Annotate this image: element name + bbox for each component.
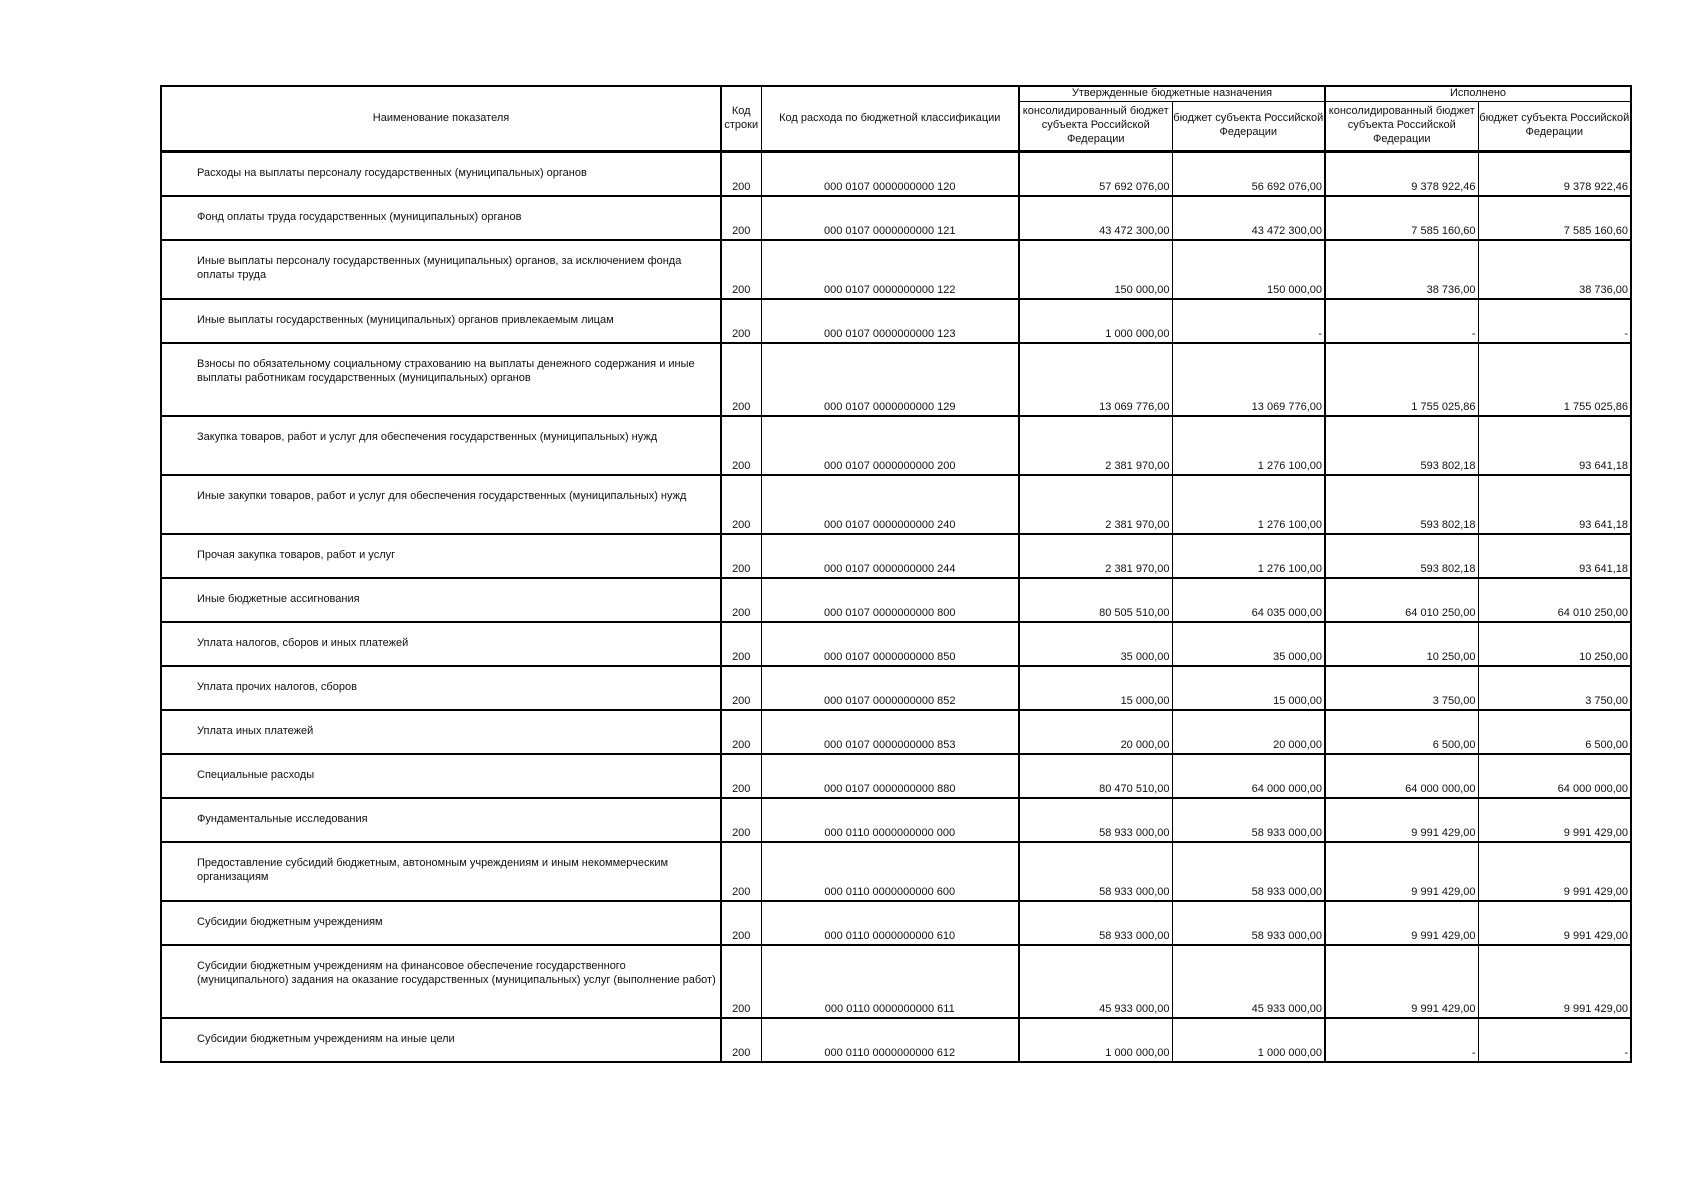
row-executed-subject: 93 641,18 <box>1478 475 1631 534</box>
header-executed-consolidated: консолидированный бюджет субъекта Российской Федерации <box>1325 102 1478 152</box>
row-approved-consolidated: 57 692 076,00 <box>1019 152 1172 196</box>
row-approved-subject: 58 933 000,00 <box>1172 901 1325 945</box>
row-executed-consolidated: - <box>1325 299 1478 343</box>
row-executed-consolidated: 64 010 250,00 <box>1325 578 1478 622</box>
table-row <box>161 240 1631 299</box>
row-executed-subject: 93 641,18 <box>1478 416 1631 475</box>
row-line-code: 200 <box>721 798 761 842</box>
row-executed-consolidated: 9 991 429,00 <box>1325 798 1478 842</box>
header-executed-group: Исполнено <box>1325 86 1631 102</box>
row-name: Специальные расходы <box>161 754 721 798</box>
row-approved-consolidated: 80 505 510,00 <box>1019 578 1172 622</box>
row-approved-subject: 1 000 000,00 <box>1172 1018 1325 1062</box>
header-expense-code: Код расхода по бюджетной классификации <box>761 86 1019 152</box>
row-approved-consolidated: 1 000 000,00 <box>1019 299 1172 343</box>
row-expense-code: 000 0107 0000000000 240 <box>761 475 1019 534</box>
row-approved-subject: 45 933 000,00 <box>1172 945 1325 1018</box>
row-expense-code: 000 0107 0000000000 120 <box>761 152 1019 196</box>
row-name: Фундаментальные исследования <box>161 798 721 842</box>
row-approved-consolidated: 15 000,00 <box>1019 666 1172 710</box>
row-expense-code: 000 0110 0000000000 000 <box>761 798 1019 842</box>
table-row <box>161 343 1631 416</box>
row-executed-consolidated: 38 736,00 <box>1325 240 1478 299</box>
table-header <box>161 86 1631 152</box>
row-expense-code: 000 0107 0000000000 800 <box>761 578 1019 622</box>
table-row <box>161 666 1631 710</box>
row-approved-subject: 56 692 076,00 <box>1172 152 1325 196</box>
row-line-code: 200 <box>721 343 761 416</box>
table-row <box>161 196 1631 240</box>
table-row <box>161 416 1631 475</box>
row-approved-subject: 20 000,00 <box>1172 710 1325 754</box>
row-executed-subject: 9 991 429,00 <box>1478 945 1631 1018</box>
row-approved-consolidated: 35 000,00 <box>1019 622 1172 666</box>
table-body <box>161 152 1631 1062</box>
row-name: Взносы по обязательному социальному страхованию на выплаты денежного содержания и иные выплаты работникам государственных (муниципальных) органов <box>161 343 721 416</box>
row-approved-subject: 1 276 100,00 <box>1172 534 1325 578</box>
row-executed-consolidated: 7 585 160,60 <box>1325 196 1478 240</box>
row-expense-code: 000 0107 0000000000 200 <box>761 416 1019 475</box>
row-expense-code: 000 0110 0000000000 600 <box>761 842 1019 901</box>
header-executed-subject: бюджет субъекта Российской Федерации <box>1478 102 1631 152</box>
row-approved-subject: 64 000 000,00 <box>1172 754 1325 798</box>
row-executed-consolidated: 3 750,00 <box>1325 666 1478 710</box>
row-approved-subject: 13 069 776,00 <box>1172 343 1325 416</box>
row-executed-subject: 10 250,00 <box>1478 622 1631 666</box>
row-name: Предоставление субсидий бюджетным, автономным учреждениям и иным некоммерческим организациям <box>161 842 721 901</box>
table-row <box>161 842 1631 901</box>
row-line-code: 200 <box>721 578 761 622</box>
row-executed-subject: 7 585 160,60 <box>1478 196 1631 240</box>
row-expense-code: 000 0107 0000000000 852 <box>761 666 1019 710</box>
row-approved-consolidated: 13 069 776,00 <box>1019 343 1172 416</box>
row-executed-consolidated: 9 991 429,00 <box>1325 842 1478 901</box>
table-row <box>161 1018 1631 1062</box>
row-executed-consolidated: 6 500,00 <box>1325 710 1478 754</box>
row-name: Субсидии бюджетным учреждениям <box>161 901 721 945</box>
row-approved-subject: 150 000,00 <box>1172 240 1325 299</box>
row-name: Уплата иных платежей <box>161 710 721 754</box>
row-expense-code: 000 0107 0000000000 244 <box>761 534 1019 578</box>
header-approved-consolidated: консолидированный бюджет субъекта Российской Федерации <box>1019 102 1172 152</box>
row-approved-consolidated: 1 000 000,00 <box>1019 1018 1172 1062</box>
row-line-code: 200 <box>721 240 761 299</box>
row-line-code: 200 <box>721 945 761 1018</box>
row-line-code: 200 <box>721 299 761 343</box>
row-name: Прочая закупка товаров, работ и услуг <box>161 534 721 578</box>
row-approved-subject: 1 276 100,00 <box>1172 416 1325 475</box>
row-expense-code: 000 0107 0000000000 121 <box>761 196 1019 240</box>
row-approved-consolidated: 43 472 300,00 <box>1019 196 1172 240</box>
row-line-code: 200 <box>721 666 761 710</box>
row-name: Фонд оплаты труда государственных (муниципальных) органов <box>161 196 721 240</box>
row-executed-subject: 9 378 922,46 <box>1478 152 1631 196</box>
table-row <box>161 475 1631 534</box>
row-name: Иные закупки товаров, работ и услуг для обеспечения государственных (муниципальных) нужд <box>161 475 721 534</box>
row-expense-code: 000 0110 0000000000 612 <box>761 1018 1019 1062</box>
row-expense-code: 000 0110 0000000000 611 <box>761 945 1019 1018</box>
table-row <box>161 299 1631 343</box>
row-name: Расходы на выплаты персоналу государственных (муниципальных) органов <box>161 152 721 196</box>
budget-execution-table <box>160 85 1632 1063</box>
row-line-code: 200 <box>721 622 761 666</box>
table-row <box>161 710 1631 754</box>
row-approved-subject: 1 276 100,00 <box>1172 475 1325 534</box>
table-row <box>161 622 1631 666</box>
row-approved-consolidated: 58 933 000,00 <box>1019 798 1172 842</box>
row-executed-consolidated: 9 991 429,00 <box>1325 901 1478 945</box>
row-executed-subject: 38 736,00 <box>1478 240 1631 299</box>
row-executed-subject: 6 500,00 <box>1478 710 1631 754</box>
row-approved-subject: 64 035 000,00 <box>1172 578 1325 622</box>
row-expense-code: 000 0107 0000000000 853 <box>761 710 1019 754</box>
header-approved-group: Утвержденные бюджетные назначения <box>1019 86 1325 102</box>
row-name: Субсидии бюджетным учреждениям на финансовое обеспечение государственного (муниципального) задания на оказание государственных (муниципальных) услуг (выполнение работ) <box>161 945 721 1018</box>
row-approved-consolidated: 58 933 000,00 <box>1019 901 1172 945</box>
row-name: Закупка товаров, работ и услуг для обеспечения государственных (муниципальных) нужд <box>161 416 721 475</box>
row-approved-consolidated: 80 470 510,00 <box>1019 754 1172 798</box>
row-approved-subject: 35 000,00 <box>1172 622 1325 666</box>
row-executed-consolidated: 9 991 429,00 <box>1325 945 1478 1018</box>
row-executed-subject: - <box>1478 299 1631 343</box>
table-row <box>161 152 1631 196</box>
row-approved-subject: - <box>1172 299 1325 343</box>
header-name: Наименование показателя <box>161 86 721 152</box>
row-executed-subject: 93 641,18 <box>1478 534 1631 578</box>
row-line-code: 200 <box>721 901 761 945</box>
row-executed-consolidated: - <box>1325 1018 1478 1062</box>
row-executed-consolidated: 1 755 025,86 <box>1325 343 1478 416</box>
row-executed-subject: 64 000 000,00 <box>1478 754 1631 798</box>
row-name: Уплата прочих налогов, сборов <box>161 666 721 710</box>
row-executed-subject: 64 010 250,00 <box>1478 578 1631 622</box>
row-approved-subject: 15 000,00 <box>1172 666 1325 710</box>
row-name: Иные бюджетные ассигнования <box>161 578 721 622</box>
row-line-code: 200 <box>721 475 761 534</box>
row-approved-subject: 43 472 300,00 <box>1172 196 1325 240</box>
row-expense-code: 000 0107 0000000000 129 <box>761 343 1019 416</box>
row-executed-consolidated: 593 802,18 <box>1325 416 1478 475</box>
row-approved-consolidated: 45 933 000,00 <box>1019 945 1172 1018</box>
row-expense-code: 000 0107 0000000000 880 <box>761 754 1019 798</box>
table-row <box>161 945 1631 1018</box>
row-line-code: 200 <box>721 196 761 240</box>
row-executed-subject: 9 991 429,00 <box>1478 842 1631 901</box>
row-approved-consolidated: 2 381 970,00 <box>1019 416 1172 475</box>
row-approved-consolidated: 2 381 970,00 <box>1019 475 1172 534</box>
row-line-code: 200 <box>721 1018 761 1062</box>
header-approved-subject: бюджет субъекта Российской Федерации <box>1172 102 1325 152</box>
row-expense-code: 000 0107 0000000000 122 <box>761 240 1019 299</box>
row-line-code: 200 <box>721 842 761 901</box>
row-expense-code: 000 0107 0000000000 850 <box>761 622 1019 666</box>
row-executed-subject: - <box>1478 1018 1631 1062</box>
row-approved-consolidated: 2 381 970,00 <box>1019 534 1172 578</box>
row-executed-subject: 9 991 429,00 <box>1478 901 1631 945</box>
row-executed-consolidated: 593 802,18 <box>1325 534 1478 578</box>
header-line-code: Код строки <box>721 86 761 152</box>
row-executed-consolidated: 9 378 922,46 <box>1325 152 1478 196</box>
row-executed-consolidated: 64 000 000,00 <box>1325 754 1478 798</box>
row-expense-code: 000 0110 0000000000 610 <box>761 901 1019 945</box>
row-approved-subject: 58 933 000,00 <box>1172 798 1325 842</box>
row-executed-consolidated: 593 802,18 <box>1325 475 1478 534</box>
row-line-code: 200 <box>721 754 761 798</box>
row-approved-consolidated: 20 000,00 <box>1019 710 1172 754</box>
row-approved-consolidated: 150 000,00 <box>1019 240 1172 299</box>
row-name: Иные выплаты персоналу государственных (муниципальных) органов, за исключением фонда оплаты труда <box>161 240 721 299</box>
row-approved-subject: 58 933 000,00 <box>1172 842 1325 901</box>
table-row <box>161 754 1631 798</box>
row-executed-subject: 1 755 025,86 <box>1478 343 1631 416</box>
row-line-code: 200 <box>721 534 761 578</box>
row-line-code: 200 <box>721 710 761 754</box>
table-row <box>161 578 1631 622</box>
row-line-code: 200 <box>721 152 761 196</box>
row-executed-subject: 3 750,00 <box>1478 666 1631 710</box>
row-approved-consolidated: 58 933 000,00 <box>1019 842 1172 901</box>
row-executed-consolidated: 10 250,00 <box>1325 622 1478 666</box>
table-row <box>161 534 1631 578</box>
table-row <box>161 901 1631 945</box>
row-line-code: 200 <box>721 416 761 475</box>
row-expense-code: 000 0107 0000000000 123 <box>761 299 1019 343</box>
row-executed-subject: 9 991 429,00 <box>1478 798 1631 842</box>
table-row <box>161 798 1631 842</box>
row-name: Уплата налогов, сборов и иных платежей <box>161 622 721 666</box>
row-name: Иные выплаты государственных (муниципальных) органов привлекаемым лицам <box>161 299 721 343</box>
row-name: Субсидии бюджетным учреждениям на иные цели <box>161 1018 721 1062</box>
